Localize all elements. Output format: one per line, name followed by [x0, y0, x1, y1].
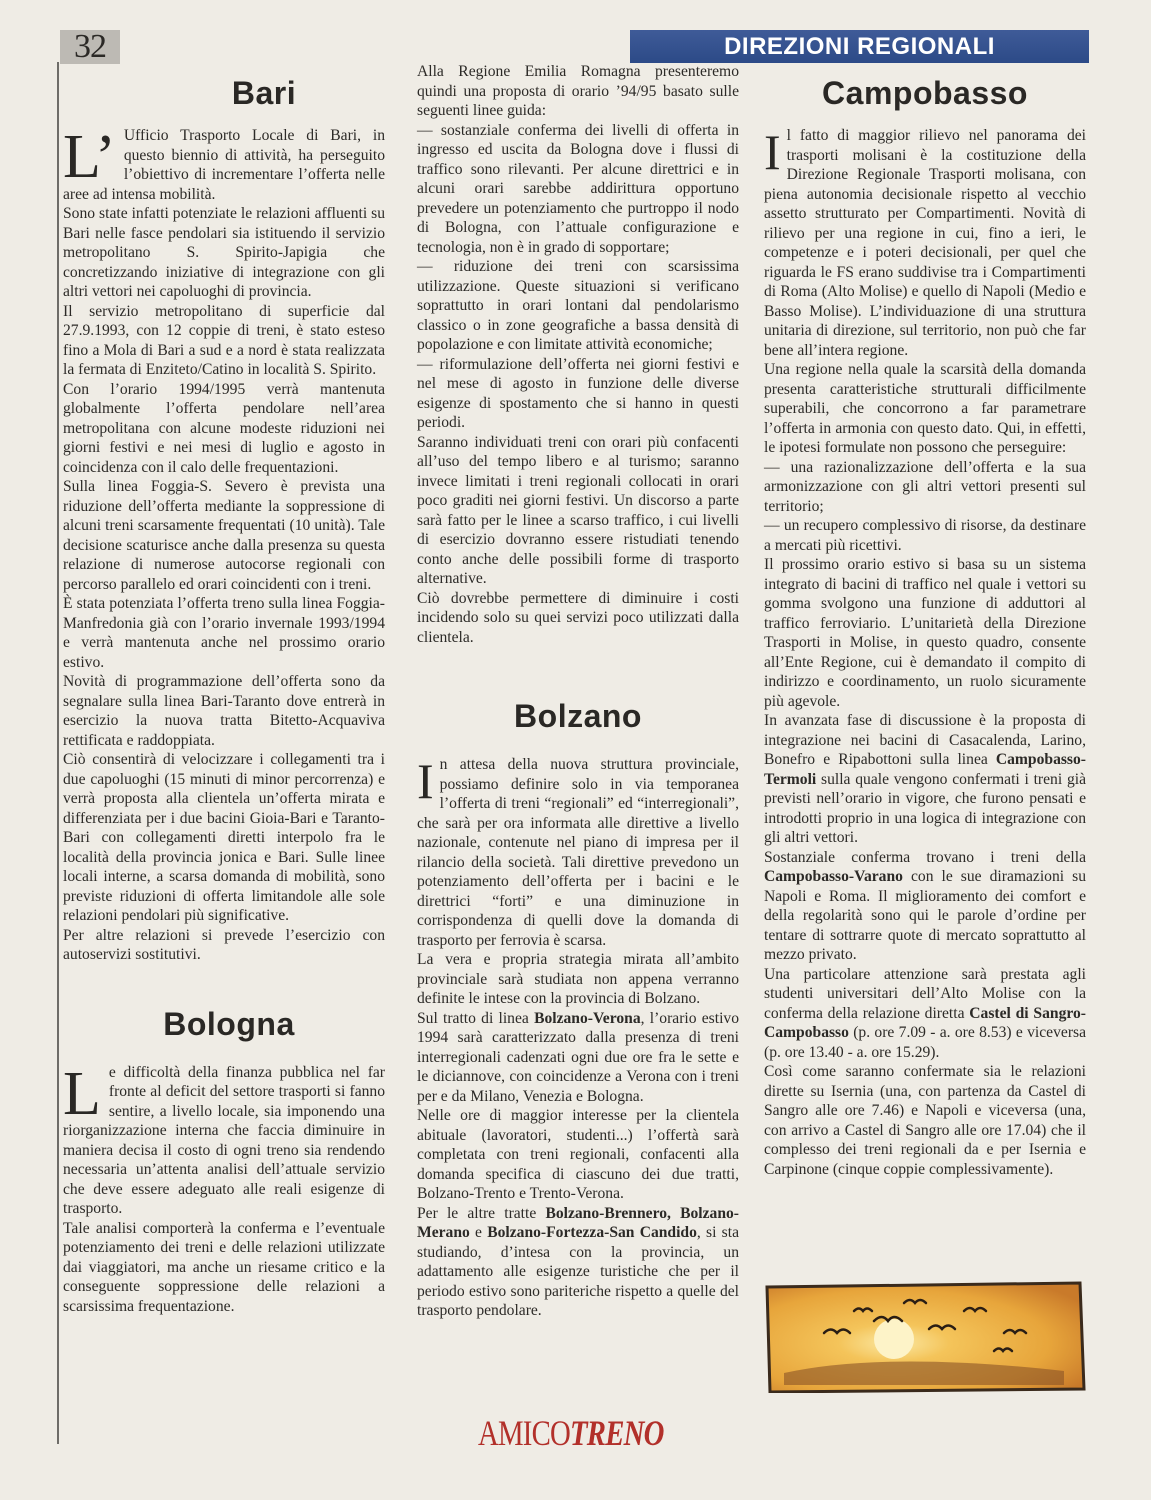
- bari-paragraph: È stata potenziata l’offerta treno sulla linea Foggia-Manfredonia già con l’orario invernale 1993/1994 e verrà mantenuta anche nel prossimo orario estivo.: [63, 595, 385, 671]
- bolzano-paragraph: La vera e propria strategia mirata all’ambito provinciale sarà studiata non appena verranno definite le intese con la provincia di Bolzano.: [417, 951, 739, 1007]
- campobasso-paragraph: Il fatto di maggior rilievo nel panorama dei trasporti molisani è la costituzione della Direzione Regionale Trasporti molisana, con piena autonomia decisionale rispetto al vecchio assetto strutturato per Compartimenti. Novità di rilievo per una regione in cui, fino a ieri, le competenze e i poteri decisionali, per quel che riguarda le FS erano suddivise tra i Compartimenti di Roma (Alto Molise) e quello di Napoli (Medio e Basso Molise). L’individuazione di una struttura unitaria di direzione, sul territorio, non può che far bene all’intera regione.: [764, 124, 1086, 359]
- bologna-paragraph: Ciò dovrebbe permettere di diminuire i costi incidendo solo su quei servizi poco utilizzati dalla clientela.: [417, 589, 739, 646]
- campobasso-paragraph: In avanzata fase di discussione è la proposta di integrazione nei bacini di Casacalenda, Larino, Bonefro e Ripabottoni sulla linea Campobasso-Termoli sulla quale vengono confermati i treni già previsti nell’orario in vigore, che furono pensati e introdotti proprio in una logica di integrazione con gli altri vettori.: [764, 712, 1086, 846]
- campobasso-dropcap: I: [764, 124, 781, 180]
- bolzano-paragraph: Sul tratto di linea Bolzano-Verona, l’orario estivo 1994 sarà caratterizzato dalla presenza di treni interregionali cadenzati ogni due ore fra le sette e le diciannove, con coincidenze a Verona con i treni per e da Milano, Venezia e Bologna.: [417, 1009, 739, 1105]
- bari-heading: Bari: [231, 75, 297, 111]
- bologna-heading: Bologna: [163, 1005, 295, 1042]
- bolzano-paragraph: In attesa della nuova struttura provinciale, possiamo definire solo in via temporanea l’offerta di treni “regionali” ed “interregionali”, che sarà per ora informata alle direttive a livello nazionale, contenute nel piano di impresa per il rilancio della società. Tali direttive prevedono un potenziamento dell’offerta per i bacini e le direttrici “forti” e una diminuzione in corrispondenza di quelli dove la domanda di trasporto per ferrovia è scarsa.: [417, 753, 739, 949]
- bold-route: Campobasso-Varano: [764, 868, 903, 885]
- column-3: [764, 74, 1086, 1179]
- margin-rule: [57, 62, 59, 1444]
- campobasso-paragraph: — un recupero complessivo di risorse, da destinare a mercati più ricettivi.: [764, 517, 1086, 554]
- bari-paragraph: Novità di programmazione dell’offerta sono da segnalare sulla linea Bari-Taranto dove entrerà in esercizio la nuova tratta Bitetto-Acquaviva rettificata e raddoppiata.: [63, 673, 385, 749]
- bold-route: Campobasso-Termoli: [764, 751, 1086, 788]
- column-1: [63, 74, 385, 1316]
- campobasso-heading: Campobasso: [822, 75, 1028, 111]
- bari-paragraph: Sulla linea Foggia-S. Severo è prevista una riduzione dell’offerta mediante la soppressione di alcuni treni scarsamente frequentati (10 unità). Tale decisione scaturisce anche dalla presenza su questa relazione di numerose autocorse regionali con percorso parallelo ed orari coincidenti con i treni.: [63, 478, 385, 593]
- section-banner: DIREZIONI REGIONALI: [630, 30, 1089, 63]
- column-2: [417, 62, 739, 1321]
- page-number: 32: [60, 30, 120, 64]
- bologna-paragraph: — sostanziale conferma dei livelli di offerta in ingresso ed uscita da Bologna dove i flussi di traffico sono rilevanti. Per alcune direttrici e in alcuni orari sarebbe addirittura opportuno prevedere un potenziamento che purtroppo il nodo di Bologna, con l’attuale configurazione e tecnologia, non è in grado di sopportare;: [417, 121, 739, 256]
- bologna-paragraph: — riduzione dei treni con scarsissima utilizzazione. Queste situazioni si verificano soprattutto in orari lontani dal pendolarismo classico o in zone geografiche a bassa densità di popolazione e con limitate attività economiche;: [417, 258, 739, 353]
- bari-paragraph: Il servizio metropolitano di superficie dal 27.9.1993, con 12 coppie di treni, è stato esteso fino a Mola di Bari a sud e a nord è stata realizzata la fermata di Enziteto/Catino in località S. Spirito.: [63, 302, 385, 378]
- bolzano-paragraph: Per le altre tratte Bolzano-Brennero, Bolzano-Merano e Bolzano-Fortezza-San Candido, si sta studiando, d’intesa con la provincia, un adattamento alle esigenze turistiche che per il periodo estivo sono pariteriche rispetto a quelle del trasporto pendolare.: [417, 1204, 739, 1319]
- campobasso-paragraph: Sostanziale conferma trovano i treni della Campobasso-Varano con le sue diramazioni su Napoli e Roma. Il miglioramento dei comfort e della regolarità sono qui le parole d’ordine per tentare di sottrarre quote di mercato soprattutto al mezzo privato.: [764, 848, 1086, 963]
- sun-icon: [874, 1319, 914, 1359]
- bold-route: Bolzano-Brennero, Bolzano-Merano: [417, 1204, 739, 1241]
- bold-route: Bolzano-Fortezza-San Candido: [487, 1224, 697, 1241]
- sunset-birds-illustration: [764, 1281, 1086, 1393]
- bari-paragraph: Per altre relazioni si prevede l’esercizio con autoservizi sostitutivi.: [63, 926, 385, 963]
- campobasso-paragraph: Il prossimo orario estivo si basa su un sistema integrato di bacini di traffico nel quale i vettori su gomma svolgono una funzione di adduttori al traffico ferroviario. L’unitarietà della Direzione Trasporti in Molise, in questo quadro, consente all’Ente Regione, cui è demandato il compito di indirizzo e coordinamento, un ruolo sicuramente più agevole.: [764, 556, 1086, 710]
- bari-dropcap: L’: [63, 123, 116, 191]
- bari-paragraph: Con l’orario 1994/1995 verrà mantenuta globalmente l’offerta pendolare nell’area metropolitana con alcune modeste riduzioni nei giorni festivi e nei mesi di luglio e agosto in coincidenza con il calo delle frequentazioni.: [63, 380, 385, 476]
- bari-paragraph: L’ Ufficio Trasporto Locale di Bari, in questo biennio di attività, ha perseguito l’obiettivo di incrementare l’offerta nelle aree ad intensa mobilità.: [63, 123, 385, 203]
- bolzano-heading: Bolzano: [514, 698, 642, 734]
- bold-route: Castel di Sangro-Campobasso: [764, 1004, 1086, 1041]
- campobasso-paragraph: Una regione nella quale la scarsità della domanda presenta caratteristiche strutturali difficilmente superabili, che concorrono a far parametrare l’offerta in armonia con questo dato. Qui, in effetti, le ipotesi formulate non possono che perseguire:: [764, 361, 1086, 456]
- campobasso-paragraph: — una razionalizzazione dell’offerta e la sua armonizzazione con gli altri vettori presenti sul territorio;: [764, 458, 1086, 515]
- bari-paragraph: Ciò consentirà di velocizzare i collegamenti tra i due capoluoghi (15 minuti di minor percorrenza) e verrà proposta alla clientela un’offerta mirata e differenziata per i due bacini Gioia-Bari e Taranto-Bari con collegamenti diretti interpolo fra le località della provincia jonica e Bari. Sulle linee locali interne, a scarsa domanda di mobilità, sono previste riduzioni di offerta limitandole alle sole relazioni pendolari più significative.: [63, 751, 385, 924]
- campobasso-paragraph: Così come saranno confermate sia le relazioni dirette su Isernia (una, con partenza da Castel di Sangro alle ore 7.46) e Napoli e viceversa (una, con arrivo a Castel di Sangro alle ore 17.04) che il complesso dei treni regionali da e per Isernia e Carpinone (cinque coppie complessivamente).: [764, 1063, 1086, 1178]
- bologna-paragraph: Tale analisi comporterà la conferma e l’eventuale potenziamento dei treni e delle relazioni utilizzate dai viaggiatori, ma anche un riesame critico e la conseguente soppressione delle relazioni a scarsissima frequentazione.: [63, 1219, 385, 1315]
- bologna-paragraph: Saranno individuati treni con orari più confacenti all’uso del tempo libero e al turismo; saranno invece limitati i treni regionali collocati in orari poco graditi nei giorni festivi. Un discorso a parte sarà fatto per le linee a scarso traffico, i cui livelli di esercizio dovranno essere ristudiati tenendo conto anche delle possibili forme di trasporto alternative.: [417, 433, 739, 587]
- bologna-paragraph: Alla Regione Emilia Romagna presenteremo quindi una proposta di orario ’94/95 basato sulle seguenti linee guida:: [417, 63, 739, 119]
- bologna-paragraph: Le difficoltà della finanza pubblica nel far fronte al deficit del settore trasporti si fanno sentire, a livello locale, sia imponendo una riorganizzazione interna che faccia diminuire in maniera decisa il costo di ogni treno sia rendendo necessaria un’attenta analisi dell’attuale servizio che deve essere adeguato alle reali esigenze di trasporto.: [63, 1059, 385, 1217]
- amicotreno-logo: AMICOTRENO: [478, 1413, 664, 1453]
- bolzano-paragraph: Nelle ore di maggior interesse per la clientela abituale (lavoratori, studenti...) l’offertà sarà completata con treni regionali, confacenti alla domanda specifica di ciascuno dei due tratti, Bolzano-Trento e Trento-Verona.: [417, 1107, 739, 1202]
- bologna-paragraph: — riformulazione dell’offerta nei giorni festivi e nel mese di agosto in funzione delle diverse esigenze di spostamento che si hanno in questi periodi.: [417, 355, 739, 431]
- bari-paragraph: Sono state infatti potenziate le relazioni affluenti su Bari nelle fasce pendolari sia istituendo il servizio metropolitano S. Spirito-Japigia che concretizzando iniziative di integrazione con gli altri vettori nei capoluoghi di provincia.: [63, 205, 385, 300]
- bologna-dropcap: L: [63, 1059, 101, 1128]
- bold-route: Bolzano-Verona: [534, 1009, 641, 1027]
- bolzano-dropcap: I: [417, 753, 434, 809]
- campobasso-paragraph: Una particolare attenzione sarà prestata agli studenti universitari dell’Alto Molise con la conferma della relazione diretta Castel di Sangro-Campobasso (p. ore 7.09 - a. ore 8.53) e viceversa (p. ore 13.40 - a. ore 15.29).: [764, 965, 1086, 1061]
